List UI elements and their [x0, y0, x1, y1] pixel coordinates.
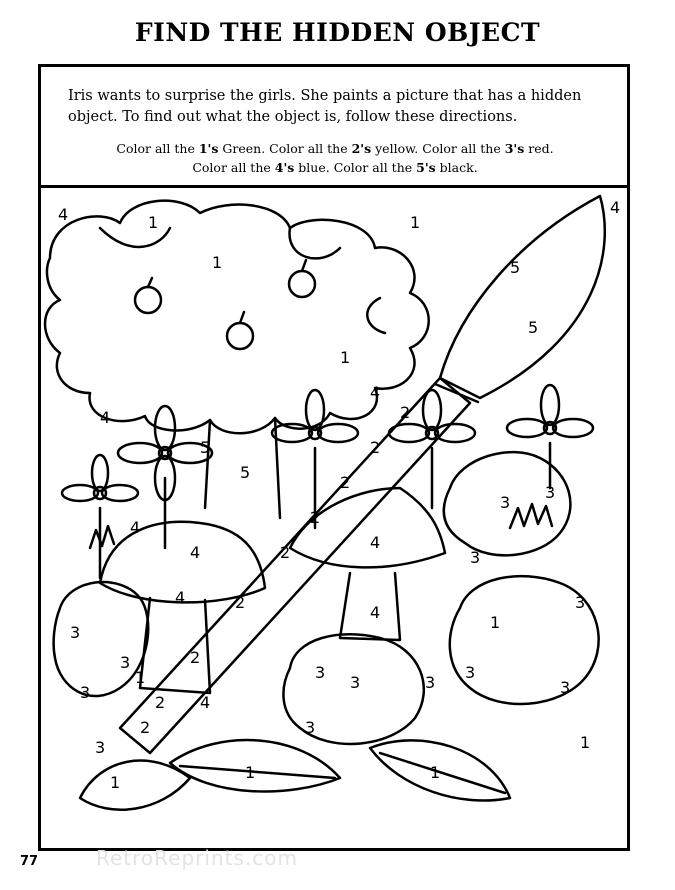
- region-number: 3: [560, 678, 571, 697]
- region-number: 3: [95, 738, 106, 757]
- region-number: 2: [280, 543, 291, 562]
- region-number: 2: [190, 648, 201, 667]
- number-2-key: 2's: [351, 141, 372, 156]
- intro-text: [64, 86, 624, 128]
- region-number: 3: [350, 673, 361, 692]
- region-number: 2: [370, 438, 381, 457]
- region-number: 1: [580, 733, 591, 752]
- flower-icon: [62, 455, 141, 578]
- region-number: 3: [575, 593, 586, 612]
- directions-text: red.: [524, 141, 554, 156]
- region-number: 5: [528, 318, 539, 337]
- region-number: 1: [135, 668, 146, 687]
- watermark: RetroReprints.com: [96, 846, 298, 870]
- flower-icon: [507, 385, 593, 488]
- region-number: 1: [430, 763, 441, 782]
- region-number: 2: [400, 403, 411, 422]
- region-number: 5: [240, 463, 251, 482]
- region-number: 3: [315, 663, 326, 682]
- directions-text: Color all the: [116, 141, 199, 156]
- region-number: 1: [340, 348, 351, 367]
- page-title: FIND THE HIDDEN OBJECT: [134, 18, 541, 47]
- region-number: 1: [148, 213, 159, 232]
- region-number: 4: [58, 205, 69, 224]
- number-1-key: 1's: [198, 141, 219, 156]
- region-number: 5: [510, 258, 521, 277]
- directions-text: Green. Color all the: [218, 141, 352, 156]
- region-number: 1: [245, 763, 256, 782]
- directions-text: Color all the: [192, 160, 275, 175]
- page-number: 77: [20, 854, 39, 869]
- region-number: 4: [175, 588, 186, 607]
- apple-icon: [289, 260, 315, 297]
- directions-line-1: [44, 139, 626, 158]
- region-number: 1: [490, 613, 501, 632]
- region-number: 1: [110, 773, 121, 792]
- rose-left: [54, 582, 149, 696]
- directions-line-2: [44, 158, 626, 177]
- intro-line-2: object. To find out what the object is, follow these directions.: [68, 109, 518, 125]
- region-number: 4: [100, 408, 111, 427]
- directions-text: blue. Color all the: [294, 160, 417, 175]
- region-number: 2: [155, 693, 166, 712]
- directions-text: black.: [435, 160, 478, 175]
- region-number: 4: [370, 603, 381, 622]
- grass: [90, 504, 552, 548]
- region-number: 4: [200, 693, 211, 712]
- number-4-key: 4's: [274, 160, 295, 175]
- region-number: 3: [425, 673, 436, 692]
- region-number: 3: [305, 718, 316, 737]
- apple-icon: [227, 312, 253, 349]
- directions-text: yellow. Color all the: [371, 141, 505, 156]
- apple-icon: [135, 278, 161, 313]
- intro-line-1: Iris wants to surprise the girls. She paints a picture that has a hidden: [68, 88, 582, 104]
- region-number: 3: [80, 683, 91, 702]
- region-number: 3: [120, 653, 131, 672]
- region-number: 4: [370, 533, 381, 552]
- region-number: 4: [370, 383, 381, 402]
- region-number: 2: [235, 593, 246, 612]
- number-5-key: 5's: [416, 160, 436, 175]
- region-number: 5: [200, 438, 211, 457]
- coloring-picture: [40, 188, 628, 848]
- leaf-bottom: [80, 761, 190, 810]
- region-number: 2: [310, 508, 321, 527]
- region-number: 4: [610, 198, 621, 217]
- region-number: 3: [470, 548, 481, 567]
- region-number: 3: [545, 483, 556, 502]
- region-number: 4: [130, 518, 141, 537]
- region-number: 4: [190, 543, 201, 562]
- region-number: 2: [140, 718, 151, 737]
- paintbrush-handle: [120, 378, 470, 753]
- number-3-key: 3's: [504, 141, 525, 156]
- region-number: 3: [70, 623, 81, 642]
- paintbrush-tip: [440, 196, 605, 398]
- region-number: 2: [340, 473, 351, 492]
- region-number: 3: [500, 493, 511, 512]
- region-number: 3: [465, 663, 476, 682]
- color-directions: [44, 139, 626, 177]
- region-number: 1: [212, 253, 223, 272]
- region-number: 1: [410, 213, 421, 232]
